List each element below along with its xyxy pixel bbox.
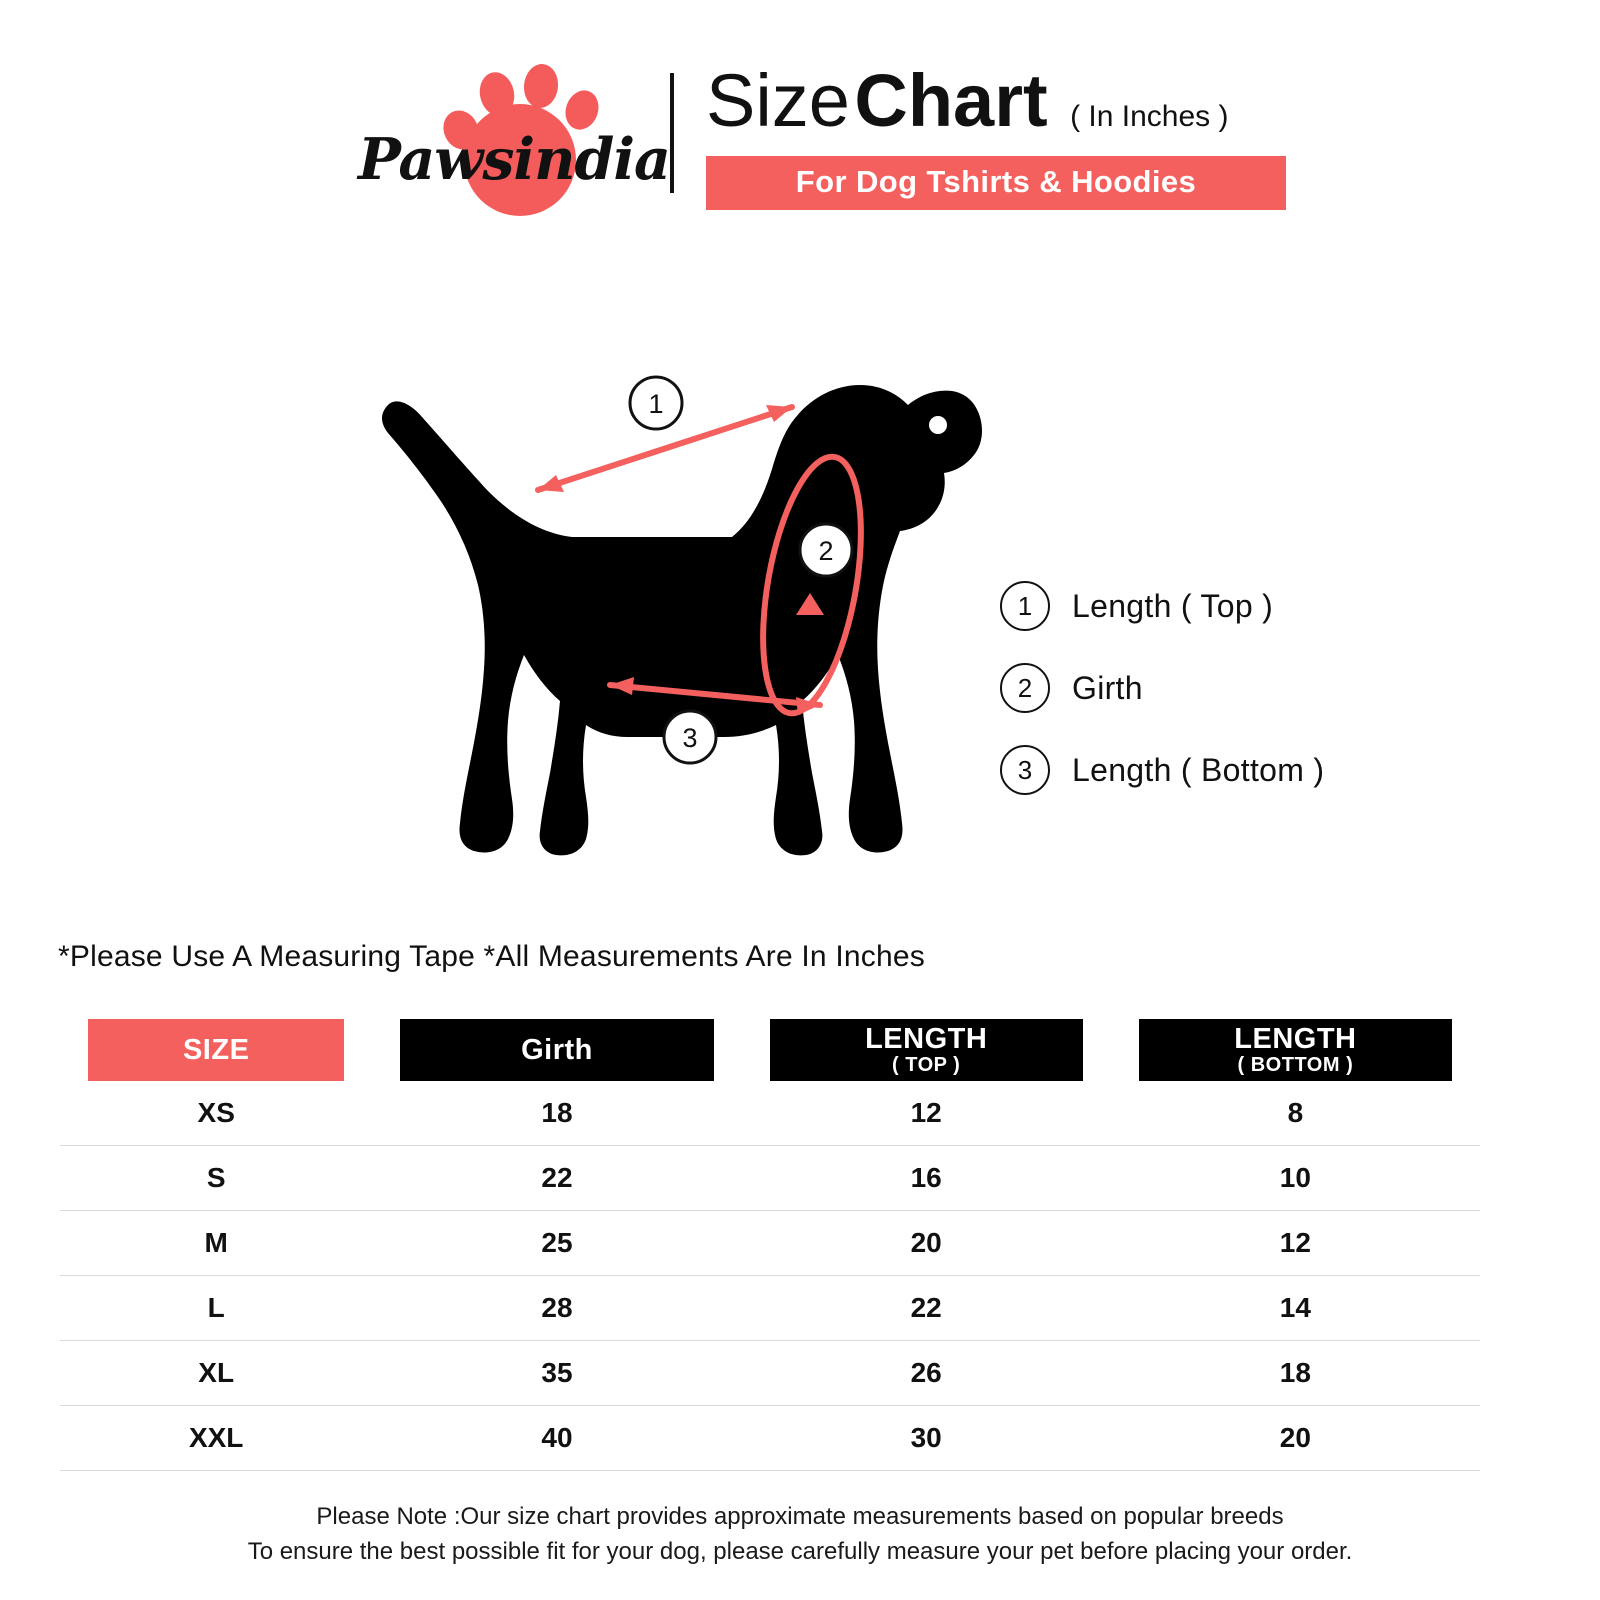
table-row [60, 1211, 1480, 1276]
table-row [60, 1276, 1480, 1341]
cell-length-bottom: 18 [1111, 1341, 1480, 1406]
cell-length-bottom: 8 [1111, 1081, 1480, 1146]
cell-length-top: 26 [742, 1341, 1111, 1406]
cell-length-bottom: 12 [1111, 1211, 1480, 1276]
brand-logo [350, 48, 670, 218]
cell-size: XS [60, 1081, 372, 1146]
measuring-note: *Please Use A Measuring Tape *All Measurements Are In Inches [58, 940, 925, 973]
table-row [60, 1406, 1480, 1471]
cell-length-top: 30 [742, 1406, 1111, 1471]
column-header-length-bottom-main: LENGTH [1234, 1023, 1357, 1056]
brand-name: Pawsindia [358, 126, 670, 193]
legend-item-length-bottom [1000, 729, 1420, 811]
column-header-size-main: SIZE [182, 1033, 250, 1066]
header [350, 48, 1370, 218]
legend-item-girth [1000, 647, 1420, 729]
legend-marker-3: 3 [1000, 745, 1050, 795]
cell-girth: 22 [372, 1146, 741, 1211]
title-block [702, 48, 1370, 218]
legend-marker-1: 1 [1000, 581, 1050, 631]
column-header-length-top-sub: ( TOP ) [892, 1053, 961, 1076]
legend-label-2: Girth [1072, 669, 1143, 706]
legend-label-1: Length ( Top ) [1072, 587, 1274, 624]
footer-note [0, 1500, 1600, 1570]
footer-note-line-2: To ensure the best possible fit for your dog, please carefully measure your pet before placing your order. [247, 1537, 1353, 1565]
size-table [60, 1005, 1480, 1471]
cell-length-bottom: 14 [1111, 1276, 1480, 1341]
legend-item-length-top [1000, 565, 1420, 647]
cell-length-top: 20 [742, 1211, 1111, 1276]
column-header-length-bottom [1111, 1005, 1480, 1081]
footer-note-line-1: Please Note :Our size chart provides approximate measurements based on popular breeds [316, 1503, 1284, 1530]
svg-text:1: 1 [648, 389, 664, 419]
cell-girth: 25 [372, 1211, 741, 1276]
cell-length-top: 22 [742, 1276, 1111, 1341]
cell-girth: 18 [372, 1081, 741, 1146]
dog-illustration [360, 285, 1000, 885]
svg-text:3: 3 [682, 723, 698, 753]
cell-size: L [60, 1276, 372, 1341]
title-secondary: Chart [854, 59, 1048, 142]
table-row [60, 1081, 1480, 1146]
legend [1000, 565, 1420, 811]
cell-girth: 40 [372, 1406, 741, 1471]
cell-size: XL [60, 1341, 372, 1406]
legend-label-3: Length ( Bottom ) [1072, 751, 1325, 788]
subtitle-banner [706, 156, 1286, 210]
header-divider [670, 73, 674, 193]
table-row [60, 1341, 1480, 1406]
svg-text:2: 2 [818, 536, 834, 566]
title-unit: ( In Inches ) [1070, 100, 1229, 133]
cell-length-top: 12 [742, 1081, 1111, 1146]
table-row [60, 1146, 1480, 1211]
size-table-wrapper [60, 1005, 1480, 1471]
cell-size: S [60, 1146, 372, 1211]
column-header-girth [372, 1005, 741, 1081]
cell-length-bottom: 10 [1111, 1146, 1480, 1211]
title-primary: Size [706, 59, 850, 142]
cell-length-top: 16 [742, 1146, 1111, 1211]
page-title [706, 58, 1229, 143]
table-header-row [60, 1005, 1480, 1081]
cell-length-bottom: 20 [1111, 1406, 1480, 1471]
subtitle-text: For Dog Tshirts & Hoodies [795, 164, 1197, 199]
legend-marker-2: 2 [1000, 663, 1050, 713]
cell-girth: 28 [372, 1276, 741, 1341]
cell-size: XXL [60, 1406, 372, 1471]
column-header-girth-main: Girth [521, 1033, 593, 1066]
cell-girth: 35 [372, 1341, 741, 1406]
column-header-size [60, 1005, 372, 1081]
column-header-length-bottom-sub: ( BOTTOM ) [1237, 1053, 1354, 1076]
cell-size: M [60, 1211, 372, 1276]
column-header-length-top [742, 1005, 1111, 1081]
column-header-length-top-main: LENGTH [865, 1023, 988, 1056]
